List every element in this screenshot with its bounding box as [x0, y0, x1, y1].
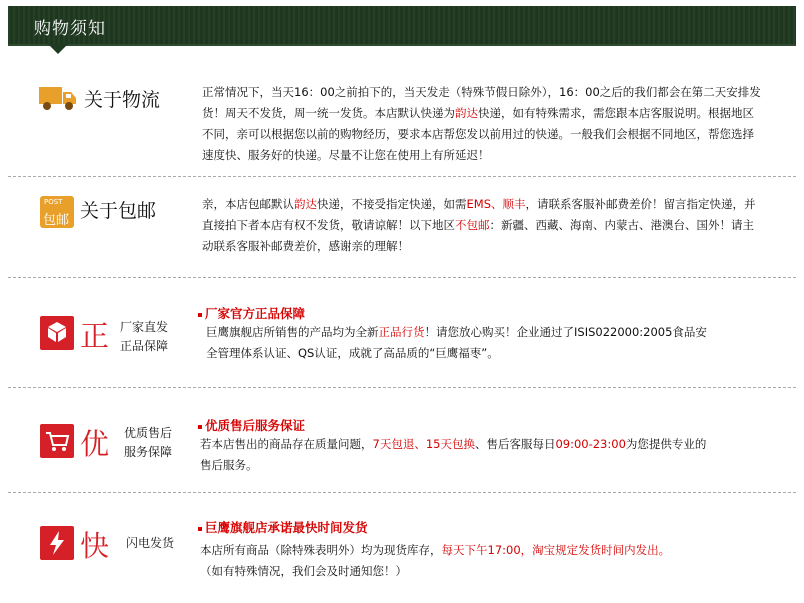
genuine-char: 正	[80, 319, 110, 353]
lightning-icon	[40, 526, 74, 560]
shipping-text: 亲，本店包邮默认韵达快递，不接受指定快递，如需EMS、顺丰，请联系客服补邮费差价！留言指定快递，并 直接拍下者本店有权不发货，敬请谅解！以下地区不包邮：新疆、西藏、海南、内蒙古、港澳台、国外！请主 动联系客服补邮费差价，感谢亲的理解！	[202, 197, 756, 253]
header-bar	[8, 6, 796, 44]
header-notch	[48, 44, 68, 54]
fast-label: 闪电发货	[126, 536, 175, 550]
divider-2	[8, 277, 796, 278]
divider-4	[8, 492, 796, 493]
aftersale-label: 优质售后 服务保障	[124, 426, 173, 459]
divider-1	[8, 176, 796, 177]
divider-3	[8, 387, 796, 388]
logistics-title: 关于物流	[84, 89, 161, 111]
aftersale-char: 优	[80, 427, 110, 461]
logistics-text: 正常情况下，当天16：00之前拍下的，当天发走（特殊节假日除外），16：00之后的我们都会在第二天安排发 货！周天不发货，周一统一发货。本店默认快递为韵达快递，如有特殊需求，需您跟本店客服说明。根据地区 不同，亲可以根据您以前的购物经历，要求本店帮您发以前用过的快递。一般我们会根据不同地区，帮您选择 速度快、服务好的快递。尽量不让您在使用上有所延迟！	[202, 85, 761, 162]
cart-icon	[40, 424, 74, 458]
fast-subtitle: 巨鹰旗舰店承诺最快时间发货	[198, 518, 368, 536]
fast-text: 本店所有商品（除特殊表明外）均为现货库存，每天下午17:00，淘宝规定发货时间内发出。 （如有特殊情况，我们会及时通知您！）	[200, 543, 671, 578]
fast-char: 快	[80, 529, 110, 563]
post-icon: POST 包邮	[40, 196, 74, 228]
genuine-subtitle: 厂家官方正品保障	[198, 304, 305, 322]
package-hands-icon	[40, 316, 74, 350]
genuine-text: 巨鹰旗舰店所销售的产品均为全新正品行货！请您放心购买！企业通过了ISIS022000:2005食品安 全管理体系认证、QS认证，成就了高品质的“巨鹰福枣”。	[206, 325, 707, 360]
header-title: 购物须知	[34, 19, 106, 39]
aftersale-text: 若本店售出的商品存在质量问题，7天包退、15天包换、售后客服每日09:00-23:00为您提供专业的 售后服务。	[200, 437, 707, 472]
aftersale-subtitle: 优质售后服务保证	[198, 416, 305, 434]
genuine-label: 厂家直发 正品保障	[120, 320, 169, 353]
header-underline	[8, 44, 796, 46]
shipping-title: 关于包邮	[80, 200, 157, 222]
truck-icon	[38, 84, 78, 112]
